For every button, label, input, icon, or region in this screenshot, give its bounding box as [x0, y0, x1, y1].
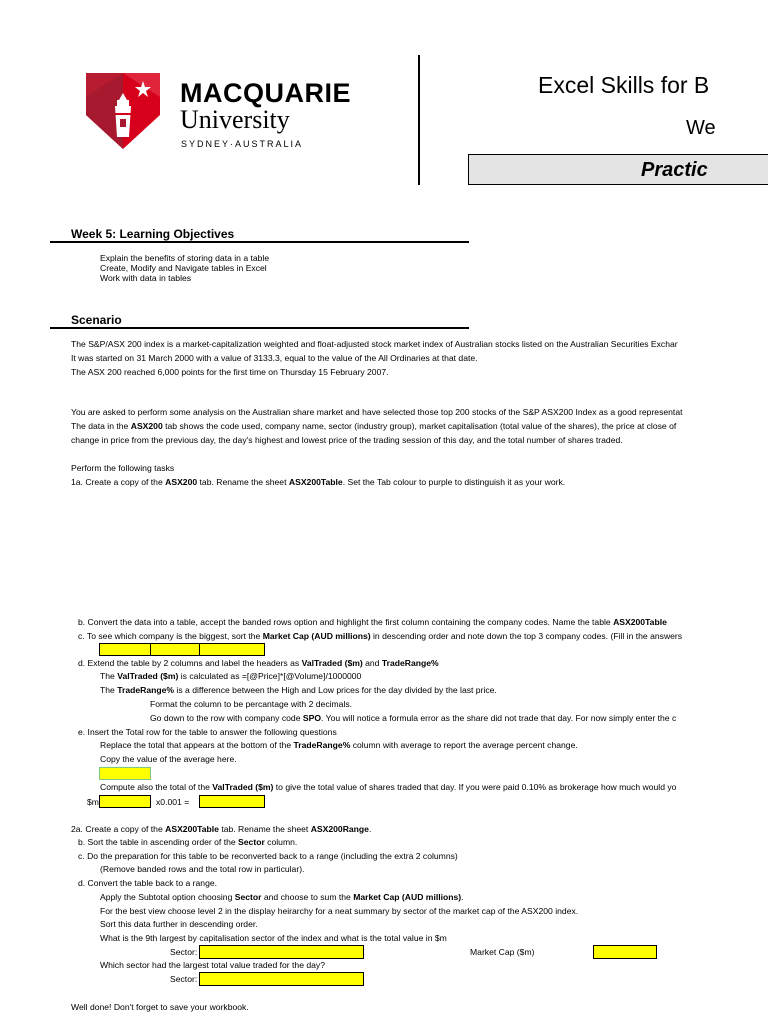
- task-1d-traderange: The TradeRange% is a difference between the High and Low prices for the day divided by the last price.: [100, 685, 497, 695]
- task-1d-valtraded: The ValTraded ($m) is calculated as =[@Price]*[@Volume]/1000000: [100, 671, 362, 681]
- answer-cell-sector-largest[interactable]: [199, 972, 364, 986]
- task-1b: b. Convert the data into a table, accept the banded rows option and highlight the first column containing the company codes. Name the table ASX200Table: [78, 617, 667, 627]
- objectives-heading: Week 5: Learning Objectives: [71, 227, 235, 241]
- answer-cell-market-cap[interactable]: [593, 945, 657, 959]
- sector-label-2: Sector:: [170, 974, 198, 984]
- task-2b: b. Sort the table in ascending order of the Sector column.: [78, 837, 298, 847]
- scenario-text: You are asked to perform some analysis on the Australian share market and have selected those top 200 stocks of the S&P ASX200 Index as a good representat: [71, 407, 683, 417]
- task-2d-sort: Sort this data further in descending order.: [100, 919, 258, 929]
- objective-item: Work with data in tables: [100, 273, 192, 283]
- task-1c: c. To see which company is the biggest, sort the Market Cap (AUD millions) in descending order and note down the top 3 company codes. (Fill in the answers: [78, 631, 683, 641]
- week-label: We: [686, 117, 716, 139]
- task-1e-replace: Replace the total that appears at the bottom of the TradeRange% column with average to report the average percent change.: [100, 740, 578, 750]
- task-1d-format: Format the column to be percantage with 2 decimals.: [150, 699, 353, 709]
- task-1e-total: Compute also the total of the ValTraded ($m) to give the total value of shares traded that day. If you were paid 0.10% as brokerage how much would yo: [100, 782, 677, 792]
- task-2c-note: (Remove banded rows and the total row in particular).: [100, 864, 305, 874]
- dollar-m-label: $m: [87, 797, 99, 807]
- objective-item: Explain the benefits of storing data in a table: [100, 253, 270, 263]
- task-2d-question: What is the 9th largest by capitalisation sector of the index and what is the total value in $m: [100, 933, 447, 943]
- logo: [86, 73, 160, 149]
- scenario-text: change in price from the previous day, the day's highest and lowest price of the trading session of this day, and the total number of shares traded.: [71, 435, 623, 445]
- logo-text-macquarie: MACQUARIE: [180, 78, 351, 108]
- task-2d-subtotal: Apply the Subtotal option choosing Sector and choose to sum the Market Cap (AUD millions).: [100, 892, 464, 902]
- task-1e-copy: Copy the value of the average here.: [100, 754, 237, 764]
- scenario-text: It was started on 31 March 2000 with a value of 3133.3, equal to the value of the All Ordinaries at that date.: [71, 353, 478, 363]
- answer-cell-code-2[interactable]: [150, 643, 200, 656]
- task-1d-spo: Go down to the row with company code SPO. You will notice a formula error as the share did not trade that day. For now simply enter the c: [150, 713, 677, 723]
- objectives-rule: [50, 241, 469, 243]
- practice-banner: [468, 154, 768, 185]
- task-2d-largest: Which sector had the largest total value traded for the day?: [100, 960, 325, 970]
- scenario-text: The data in the ASX200 tab shows the code used, company name, sector (industry group), market capitalisation (total value of the shares), the price at close of: [71, 421, 677, 431]
- answer-cell-total-valtraded[interactable]: [99, 795, 151, 808]
- answer-cell-brokerage[interactable]: [199, 795, 265, 808]
- sector-label: Sector:: [170, 947, 198, 957]
- task-2c: c. Do the preparation for this table to be reconverted back to a range (including the extra 2 columns): [78, 851, 458, 861]
- practice-label: Practic: [641, 159, 708, 181]
- objective-item: Create, Modify and Navigate tables in Excel: [100, 263, 267, 273]
- task-2a: 2a. Create a copy of the ASX200Table tab. Rename the sheet ASX200Range.: [71, 824, 372, 834]
- scenario-text: The S&P/ASX 200 index is a market-capitalization weighted and float-adjusted stock market index of Australian stocks listed on the Australian Securities Exchar: [71, 339, 678, 349]
- logo-text-university: University: [180, 105, 290, 134]
- scenario-heading: Scenario: [71, 313, 122, 327]
- logo-text-location: SYDNEY·AUSTRALIA: [181, 139, 304, 149]
- macquarie-shield-icon: [86, 73, 160, 149]
- answer-cell-sector-9th[interactable]: [199, 945, 364, 959]
- closing-note: Well done! Don't forget to save your workbook.: [71, 1002, 249, 1012]
- task-2d: d. Convert the table back to a range.: [78, 878, 218, 888]
- answer-cell-code-3[interactable]: [199, 643, 265, 656]
- scenario-rule: [50, 327, 469, 329]
- answer-cell-average[interactable]: [99, 767, 151, 780]
- answer-cell-code-1[interactable]: [99, 643, 151, 656]
- course-title: Excel Skills for B: [538, 72, 710, 98]
- task-1e: e. Insert the Total row for the table to answer the following questions: [78, 727, 337, 737]
- header-divider: [418, 55, 420, 185]
- market-cap-label: Market Cap ($m): [470, 947, 535, 957]
- perform-label: Perform the following tasks: [71, 463, 175, 473]
- task-1a: 1a. Create a copy of the ASX200 tab. Rename the sheet ASX200Table. Set the Tab colour to purple to distinguish it as your work.: [71, 477, 566, 487]
- task-1d: d. Extend the table by 2 columns and label the headers as ValTraded ($m) and TradeRange%: [78, 658, 439, 668]
- task-2d-level: For the best view choose level 2 in the display heirarchy for a neat summary by sector of the market cap of the ASX200 index.: [100, 906, 579, 916]
- times-label: x0.001 =: [156, 797, 190, 807]
- scenario-text: The ASX 200 reached 6,000 points for the first time on Thursday 15 February 2007.: [71, 367, 389, 377]
